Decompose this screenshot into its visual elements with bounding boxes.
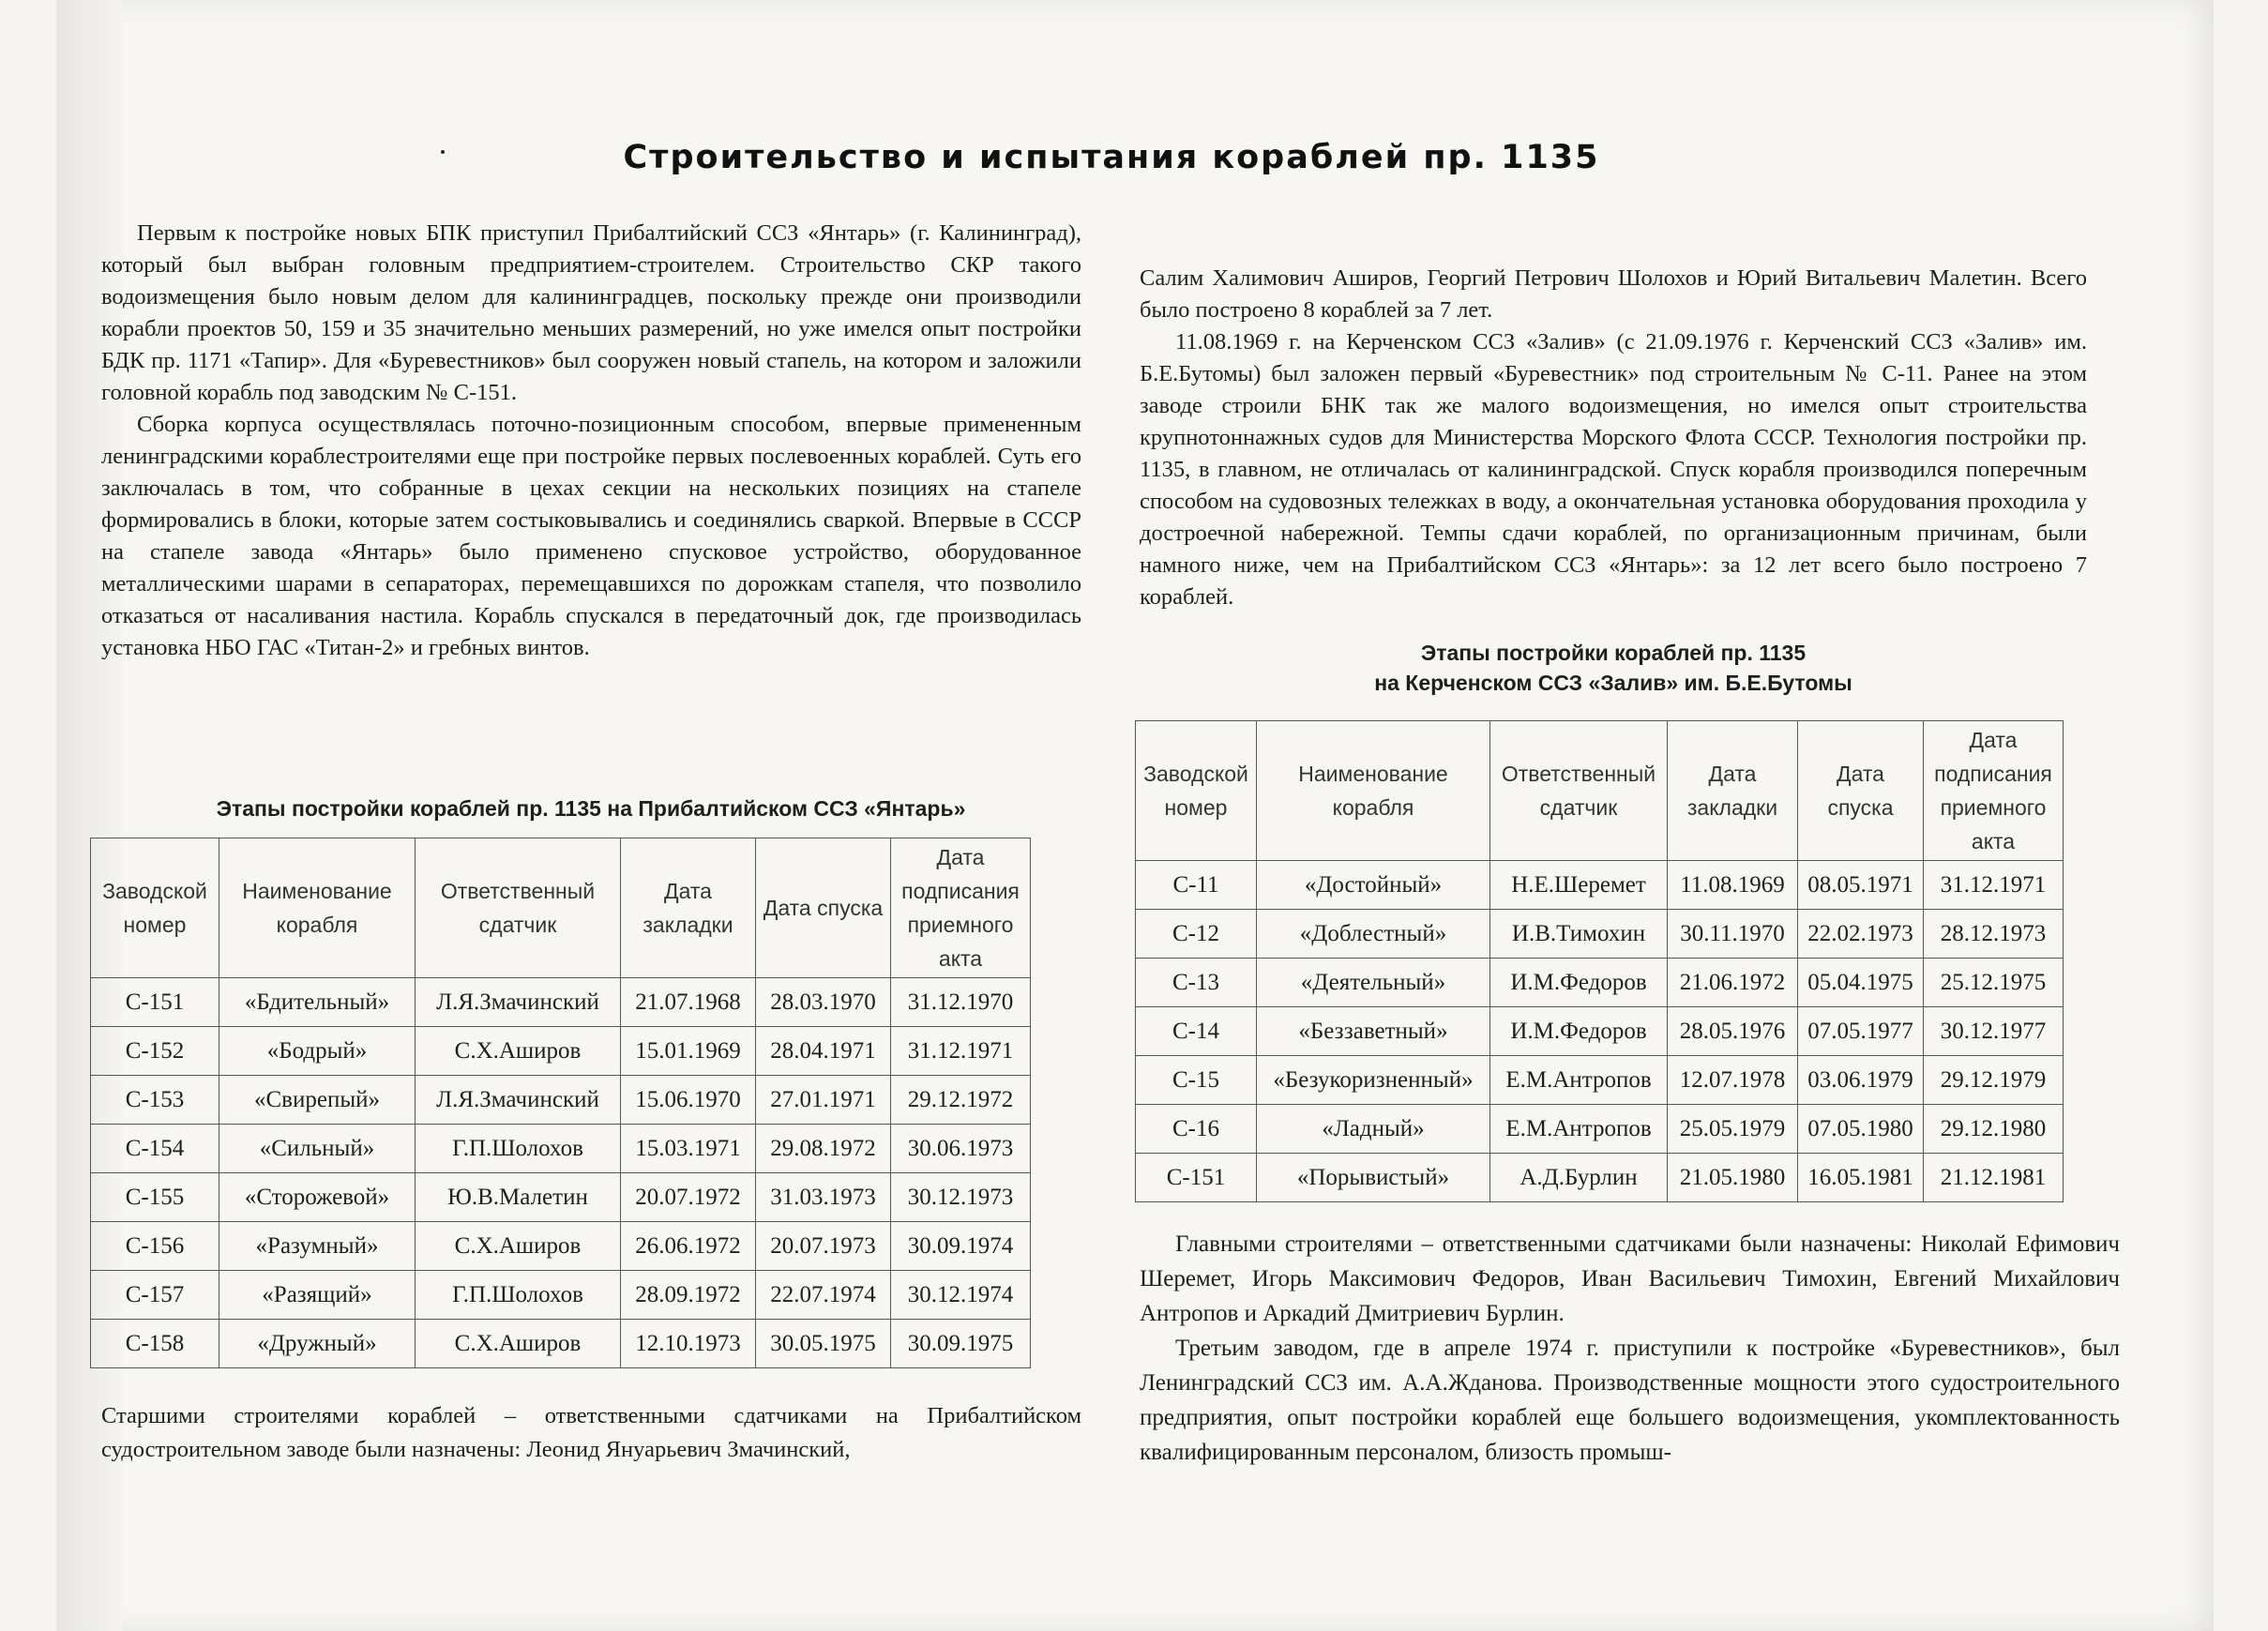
table-cell: «Разящий» [219, 1271, 416, 1320]
column-header: Дата подписания приемного акта [1924, 721, 2064, 861]
table-cell: С-158 [91, 1320, 219, 1368]
table-cell: С.Х.Аширов [416, 1027, 621, 1076]
table-cell: С-157 [91, 1271, 219, 1320]
table-cell: 30.05.1975 [756, 1320, 891, 1368]
table-cell: 26.06.1972 [621, 1222, 756, 1271]
table-cell: «Доблестный» [1257, 910, 1490, 959]
table-cell: С-155 [91, 1173, 219, 1222]
table-row [91, 1173, 1031, 1222]
table-row [91, 978, 1031, 1027]
column-header: Заводской номер [1136, 721, 1257, 861]
table-cell: 28.04.1971 [756, 1027, 891, 1076]
table-cell: С-153 [91, 1076, 219, 1125]
paragraph: Третьим заводом, где в апреле 1974 г. приступили к постройке «Буревестников», был Ленинградский ССЗ им. А.А.Жданова. Производственные мощности этого судостроительного предприятия, опыт постройки кораблей еще большего водоизмещения, укомплектованность квалифицированным персоналом, близость промыш- [1140, 1336, 2120, 1465]
table-row [1136, 861, 2064, 910]
table-cell: 30.12.1973 [891, 1173, 1031, 1222]
table-cell: Е.М.Антропов [1490, 1056, 1668, 1105]
page-title: Строительство и испытания кораблей пр. 1135 [623, 139, 1600, 176]
table-body [91, 978, 1031, 1368]
table-cell: Г.П.Шолохов [416, 1271, 621, 1320]
table-header-row [91, 838, 1031, 978]
table-cell: 22.07.1974 [756, 1271, 891, 1320]
table-cell: 15.03.1971 [621, 1125, 756, 1173]
table-cell: 12.10.1973 [621, 1320, 756, 1368]
right-closing-text [1140, 1227, 2120, 1470]
column-header: Наименование корабля [1257, 721, 1490, 861]
column-header: Заводской номер [91, 838, 219, 978]
table-cell: 08.05.1971 [1798, 861, 1924, 910]
table-cell: С-156 [91, 1222, 219, 1271]
table-cell: С.Х.Аширов [416, 1222, 621, 1271]
table-cell: «Сторожевой» [219, 1173, 416, 1222]
caption-line: на Керченском ССЗ «Залив» им. Б.Е.Бутомы [1374, 671, 1852, 695]
table-cell: «Разумный» [219, 1222, 416, 1271]
table-cell: Л.Я.Змачинский [416, 978, 621, 1027]
table-cell: 12.07.1978 [1668, 1056, 1798, 1105]
table-caption-zaliv [1140, 638, 2087, 698]
table-cell: Е.М.Антропов [1490, 1105, 1668, 1154]
paragraph: Первым к постройке новых БПК приступил Прибалтийский ССЗ «Янтарь» (г. Калининград), который был выбран головным предприятием-строителем. Строительство СКР такого водоизмещения было новым делом для калининградцев, поскольку прежде они производили корабли проектов 50, 159 и 35 значительно меньших размерений, но уже имелся опыт постройки БДК пр. 1171 «Тапир». Для «Буревестников» был сооружен новый стапель, на котором и заложили головной корабль под заводским № С-151. [101, 220, 1081, 405]
table-cell: С-15 [1136, 1056, 1257, 1105]
paragraph: Сборка корпуса осуществлялась поточно-позиционным способом, впервые примененным ленинградскими кораблестроителями еще при постройке первых послевоенных кораблей. Суть его заключалась в том, что собранные в цехах секции на нескольких позициях на стапеле формировались в блоки, которые затем состыковывались и соединялись сваркой. Впервые в СССР на стапеле завода «Янтарь» было применено спусковое устройство, оборудованное металлическими шарами в сепараторах, перемещавшихся по дорожкам стапеля, что позволило отказаться от насаливания настила. Корабль спускался в передаточный док, где производилась установка НБО ГАС «Титан-2» и гребных винтов. [101, 412, 1081, 660]
table-cell: А.Д.Бурлин [1490, 1154, 1668, 1202]
table-row [91, 1027, 1031, 1076]
table-cell: 21.07.1968 [621, 978, 756, 1027]
table-cell: С-152 [91, 1027, 219, 1076]
table-cell: Г.П.Шолохов [416, 1125, 621, 1173]
table-cell: 22.02.1973 [1798, 910, 1924, 959]
table-cell: И.М.Федоров [1490, 959, 1668, 1007]
table-header-row [1136, 721, 2064, 861]
table-cell: 15.06.1970 [621, 1076, 756, 1125]
table-cell: С-12 [1136, 910, 1257, 959]
table-cell: «Деятельный» [1257, 959, 1490, 1007]
table-row [91, 1222, 1031, 1271]
table-row [91, 1076, 1031, 1125]
column-header: Дата закладки [621, 838, 756, 978]
paragraph: Старшими строителями кораблей – ответственными сдатчиками на Прибалтийском судостроительном заводе были назначены: Леонид Януарьевич Змачинский, [101, 1403, 1081, 1462]
table-cell: 31.12.1970 [891, 978, 1031, 1027]
table-cell: 30.12.1974 [891, 1271, 1031, 1320]
column-header: Ответственный сдатчик [416, 838, 621, 978]
table-cell: С-151 [1136, 1154, 1257, 1202]
paragraph: Главными строителями – ответственными сдатчиками были назначены: Николай Ефимович Шеремет, Игорь Максимович Федоров, Иван Васильевич Тимохин, Евгений Михайлович Антропов и Аркадий Дмитриевич Бурлин. [1140, 1231, 2120, 1326]
table-cell: 25.05.1979 [1668, 1105, 1798, 1154]
table-cell: 30.09.1975 [891, 1320, 1031, 1368]
column-header: Дата спуска [756, 838, 891, 978]
table-cell: И.М.Федоров [1490, 1007, 1668, 1056]
table-body [1136, 861, 2064, 1202]
table-cell: 29.08.1972 [756, 1125, 891, 1173]
table-row [1136, 910, 2064, 959]
table-cell: 29.12.1979 [1924, 1056, 2064, 1105]
table-cell: С.Х.Аширов [416, 1320, 621, 1368]
right-column-text [1140, 263, 2087, 613]
table-cell: 30.11.1970 [1668, 910, 1798, 959]
table-cell: 16.05.1981 [1798, 1154, 1924, 1202]
table-cell: «Дружный» [219, 1320, 416, 1368]
table-row [91, 1320, 1031, 1368]
print-dot [441, 150, 445, 154]
table-row [91, 1125, 1031, 1173]
table-cell: «Ладный» [1257, 1105, 1490, 1154]
table-cell: 31.12.1971 [891, 1027, 1031, 1076]
table-cell: «Свирепый» [219, 1076, 416, 1125]
table-yantar [90, 838, 1031, 1368]
table-cell: 30.06.1973 [891, 1125, 1031, 1173]
table-cell: «Достойный» [1257, 861, 1490, 910]
table-cell: 28.09.1972 [621, 1271, 756, 1320]
table-cell: 28.05.1976 [1668, 1007, 1798, 1056]
table-cell: 29.12.1972 [891, 1076, 1031, 1125]
column-header: Дата спуска [1798, 721, 1924, 861]
table-cell: 05.04.1975 [1798, 959, 1924, 1007]
table-cell: С-13 [1136, 959, 1257, 1007]
left-closing-text [101, 1399, 1081, 1467]
table-cell: 03.06.1979 [1798, 1056, 1924, 1105]
table-cell: С-14 [1136, 1007, 1257, 1056]
table-cell: 21.05.1980 [1668, 1154, 1798, 1202]
table-cell: И.В.Тимохин [1490, 910, 1668, 959]
paragraph: Салим Халимович Аширов, Георгий Петрович Шолохов и Юрий Витальевич Малетин. Всего было построено 8 кораблей за 7 лет. [1140, 265, 2087, 323]
left-column-text [101, 218, 1081, 664]
column-header: Наименование корабля [219, 838, 416, 978]
table-row [1136, 1056, 2064, 1105]
table-cell: 21.06.1972 [1668, 959, 1798, 1007]
table-cell: «Безукоризненный» [1257, 1056, 1490, 1105]
table-cell: «Бодрый» [219, 1027, 416, 1076]
table-cell: 31.03.1973 [756, 1173, 891, 1222]
table-cell: 21.12.1981 [1924, 1154, 2064, 1202]
table-cell: С-154 [91, 1125, 219, 1173]
table-cell: «Порывистый» [1257, 1154, 1490, 1202]
table-caption-yantar: Этапы постройки кораблей пр. 1135 на Прибалтийском ССЗ «Янтарь» [216, 796, 966, 821]
table-cell: С-11 [1136, 861, 1257, 910]
table-row [1136, 959, 2064, 1007]
table-cell: 28.03.1970 [756, 978, 891, 1027]
table-cell: Н.Е.Шеремет [1490, 861, 1668, 910]
table-row [1136, 1007, 2064, 1056]
table-cell: 30.12.1977 [1924, 1007, 2064, 1056]
table-cell: «Беззаветный» [1257, 1007, 1490, 1056]
table-cell: 20.07.1973 [756, 1222, 891, 1271]
table-cell: 25.12.1975 [1924, 959, 2064, 1007]
table-zaliv [1135, 720, 2064, 1202]
table-cell: 29.12.1980 [1924, 1105, 2064, 1154]
table-cell: «Бдительный» [219, 978, 416, 1027]
table-cell: С-151 [91, 978, 219, 1027]
table-cell: 20.07.1972 [621, 1173, 756, 1222]
table-cell: 07.05.1980 [1798, 1105, 1924, 1154]
table-cell: 31.12.1971 [1924, 861, 2064, 910]
table-cell: 11.08.1969 [1668, 861, 1798, 910]
table-cell: 15.01.1969 [621, 1027, 756, 1076]
column-header: Ответственный сдатчик [1490, 721, 1668, 861]
table-cell: Ю.В.Малетин [416, 1173, 621, 1222]
paragraph: 11.08.1969 г. на Керченском ССЗ «Залив» (с 21.09.1976 г. Керченский ССЗ «Залив» им. Б.Е.Бутомы) был заложен первый «Буревестник» под строительным № С-11. Ранее на этом заводе строили БНК так же малого водоизмещения, но имелся опыт строительства крупнотоннажных судов для Министерства Морского Флота СССР. Технология постройки пр. 1135, в главном, не отличалась от калининградской. Спуск корабля производился поперечным способом на судовозных тележках в воду, а окончательная установка оборудования проходила у достроечной набережной. Темпы сдачи кораблей, по организационным причинам, были намного ниже, чем на Прибалтийском ССЗ «Янтарь»: за 12 лет всего было построено 7 кораблей. [1140, 329, 2087, 610]
table-row [1136, 1105, 2064, 1154]
column-header: Дата подписания приемного акта [891, 838, 1031, 978]
table-cell: С-16 [1136, 1105, 1257, 1154]
table-row [91, 1271, 1031, 1320]
column-header: Дата закладки [1668, 721, 1798, 861]
table-cell: Л.Я.Змачинский [416, 1076, 621, 1125]
table-cell: «Сильный» [219, 1125, 416, 1173]
table-cell: 27.01.1971 [756, 1076, 891, 1125]
caption-line: Этапы постройки кораблей пр. 1135 [1420, 641, 1807, 665]
table-cell: 07.05.1977 [1798, 1007, 1924, 1056]
table-cell: 30.09.1974 [891, 1222, 1031, 1271]
table-row [1136, 1154, 2064, 1202]
table-cell: 28.12.1973 [1924, 910, 2064, 959]
